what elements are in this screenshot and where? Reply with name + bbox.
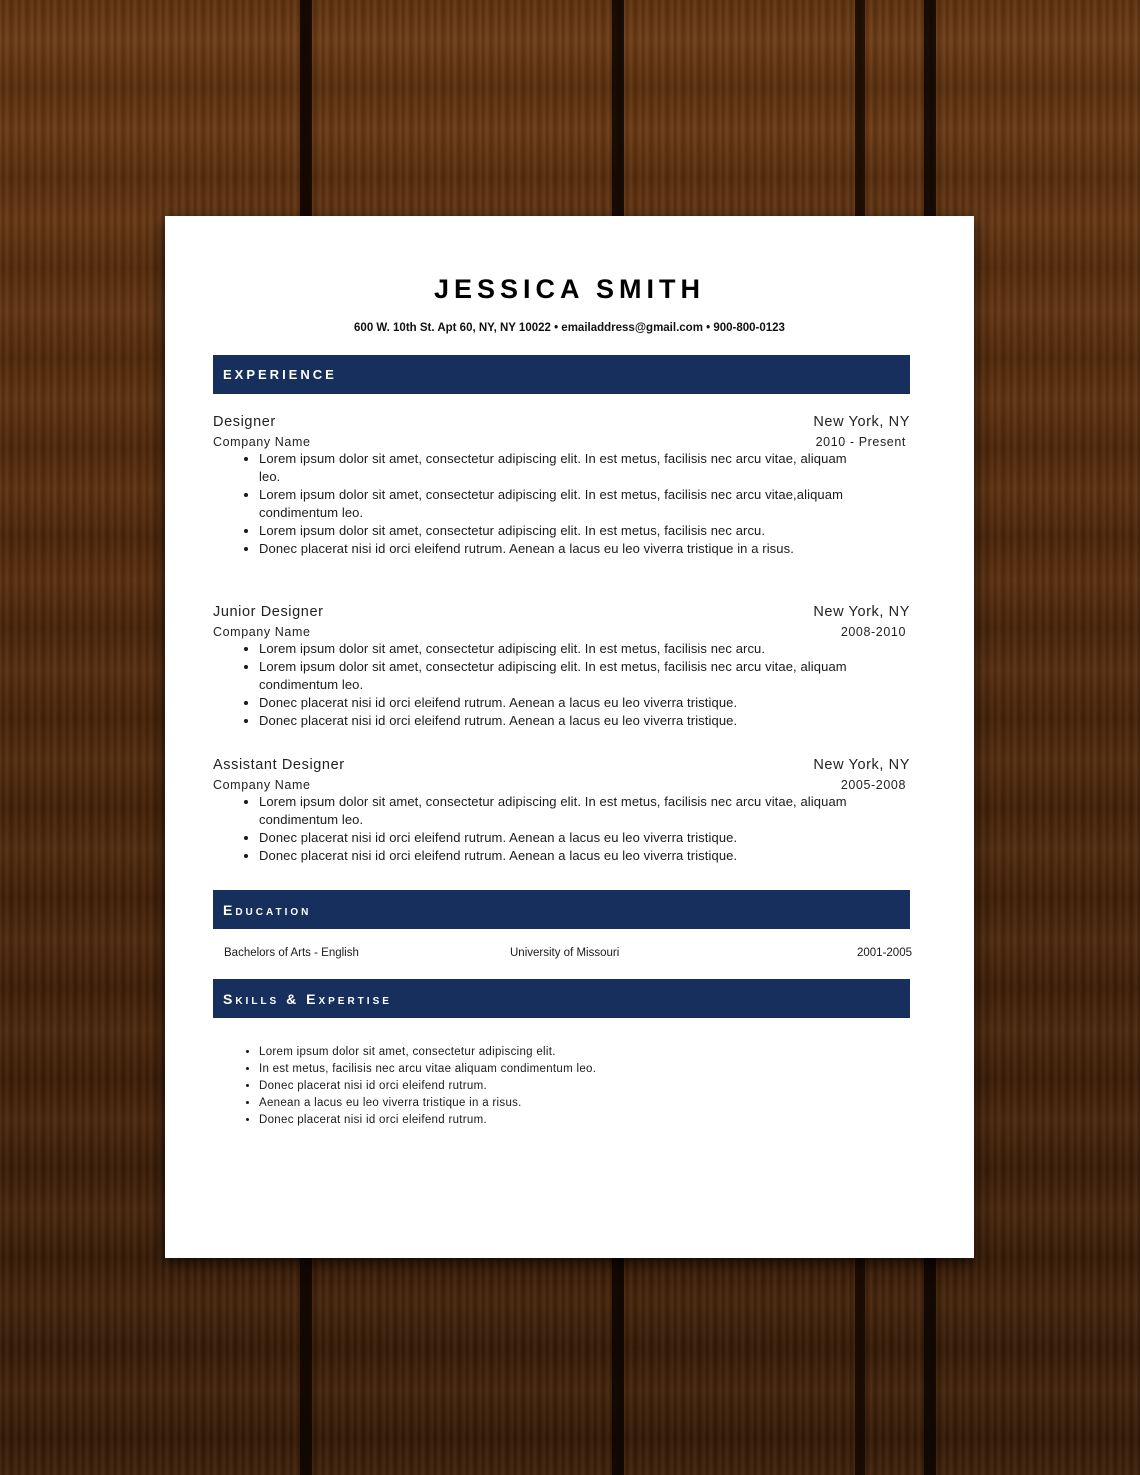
education-section-header: [213, 890, 910, 929]
job-bullets: [213, 450, 859, 558]
job-bullet: • Lorem ipsum dolor sit amet, consectetur adipiscing elit. In est metus, facilisis nec arcu vitae, aliquam condimentum leo.: [259, 658, 859, 694]
experience-heading: EXPERIENCE: [223, 367, 337, 382]
job-bullets: [213, 640, 859, 730]
job-company: Company Name: [213, 625, 311, 639]
skills-section-header: [213, 979, 910, 1018]
job-location: New York, NY: [813, 757, 910, 773]
education-degree: Bachelors of Arts - English: [224, 947, 359, 959]
skill-item: • Lorem ipsum dolor sit amet, consectetur adipiscing elit.: [259, 1044, 859, 1061]
job-company: Company Name: [213, 778, 311, 792]
job-title: Designer: [213, 414, 276, 430]
resume-name: JESSICA SMITH: [433, 274, 706, 304]
job-company: Company Name: [213, 435, 311, 449]
job-location: New York, NY: [813, 604, 910, 620]
skills-heading: Skills & Expertise: [223, 991, 392, 1007]
skill-item: • Donec placerat nisi id orci eleifend rutrum.: [259, 1078, 859, 1095]
job-bullet: • Lorem ipsum dolor sit amet, consectetur adipiscing elit. In est metus, facilisis nec arcu.: [259, 640, 859, 658]
job-bullet: • Donec placerat nisi id orci eleifend rutrum. Aenean a lacus eu leo viverra tristique.: [259, 694, 859, 712]
job-bullet: • Donec placerat nisi id orci eleifend rutrum. Aenean a lacus eu leo viverra tristique.: [259, 712, 859, 730]
job-bullet: • Lorem ipsum dolor sit amet, consectetur adipiscing elit. In est metus, facilisis nec arcu vitae,aliquam condimentum leo.: [259, 486, 859, 522]
job-bullet: • Donec placerat nisi id orci eleifend rutrum. Aenean a lacus eu leo viverra tristique.: [259, 847, 859, 865]
education-school: University of Missouri: [510, 947, 620, 959]
job-bullet: • Lorem ipsum dolor sit amet, consectetur adipiscing elit. In est metus, facilisis nec arcu vitae, aliquam condimentum leo.: [259, 793, 859, 829]
skill-item: • Donec placerat nisi id orci eleifend rutrum.: [259, 1112, 859, 1129]
education-heading: Education: [223, 902, 312, 918]
job-title: Junior Designer: [213, 604, 324, 620]
job-bullet: • Donec placerat nisi id orci eleifend rutrum. Aenean a lacus eu leo viverra tristique in a risus.: [259, 540, 859, 558]
skill-item: • In est metus, facilisis nec arcu vitae aliquam condimentum leo.: [259, 1061, 859, 1078]
education-years: 2001-2005: [857, 947, 912, 959]
job-dates: 2005-2008: [840, 778, 906, 792]
job-bullet: • Lorem ipsum dolor sit amet, consectetur adipiscing elit. In est metus, facilisis nec arcu.: [259, 522, 859, 540]
job-dates: 2010 - Present: [815, 435, 906, 449]
resume-page: [165, 216, 974, 1258]
job-location: New York, NY: [813, 414, 910, 430]
job-bullet: • Lorem ipsum dolor sit amet, consectetur adipiscing elit. In est metus, facilisis nec arcu vitae, aliquam leo.: [259, 450, 859, 486]
job-bullet: • Donec placerat nisi id orci eleifend rutrum. Aenean a lacus eu leo viverra tristique.: [259, 829, 859, 847]
skill-item: • Aenean a lacus eu leo viverra tristique in a risus.: [259, 1095, 859, 1112]
skills-list: [213, 1044, 859, 1129]
job-bullets: [213, 793, 859, 865]
job-title: Assistant Designer: [213, 757, 345, 773]
job-dates: 2008-2010: [840, 625, 906, 639]
contact-line: 600 W. 10th St. Apt 60, NY, NY 10022 • emailaddress@gmail.com • 900-800-0123: [354, 322, 785, 334]
experience-section-header: [213, 355, 910, 394]
